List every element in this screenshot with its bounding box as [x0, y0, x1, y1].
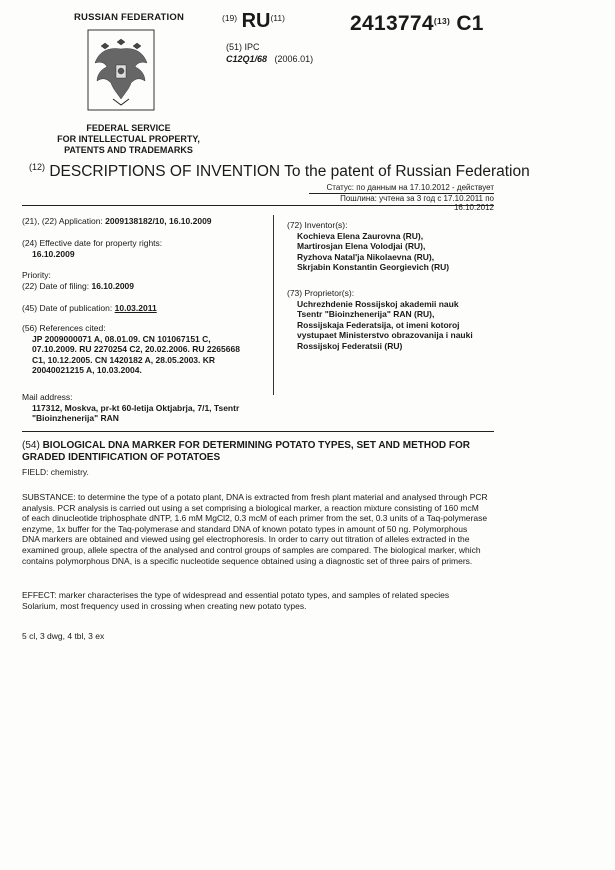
effective-value: 16.10.2009 — [32, 248, 75, 259]
invention-title-line: GRADED IDENTIFICATION OF POTATOES — [22, 452, 221, 463]
agency-name — [56, 123, 201, 156]
reference-line: 20040021215 A, 10.03.2004. — [32, 365, 142, 375]
agency-line: PATENTS AND TRADEMARKS — [64, 145, 193, 155]
proprietor-line: Tsentr "Bioinzhenerija" RAN (RU), — [297, 309, 435, 319]
country-header: RUSSIAN FEDERATION — [74, 12, 185, 23]
column-divider — [273, 215, 274, 395]
filing-label: (22) Date of filing: — [22, 280, 90, 291]
proprietor-line: Rossijskoj Federatsii (RU) — [297, 340, 403, 351]
proprietor-line: vystupaet Ministerstvo obrazovanija i nauki — [297, 330, 473, 340]
reference-line: C1, 10.12.2005. CN 1420182 A, 28.05.2003. KR — [32, 354, 216, 365]
mail-line: "Bioinzhenerija" RAN — [32, 413, 119, 423]
divider — [22, 431, 494, 432]
proprietor-line: Rossijskaja Federatsija, ot imeni kotoroj — [297, 319, 460, 330]
country-code: RU — [241, 10, 271, 32]
substance-line: analysis. PCR analysis is carried out using a set comprising a biological marker, a reaction mixture consisting of 160 mcM — [22, 502, 479, 513]
agency-line: FOR INTELLECTUAL PROPERTY, — [57, 134, 200, 144]
code-13: (13) — [433, 16, 451, 26]
publication-value: 10.03.2011 — [114, 303, 157, 313]
code-19: (19) — [222, 13, 238, 23]
effective-date-field — [22, 238, 162, 259]
title-code: (12) — [29, 162, 46, 172]
reference-line: JP 2009000071 A, 08.01.09. CN 101067151 C, — [32, 333, 211, 344]
substance-line: DNA markers are obtained and viewed using gel electrophoresis. In order to carry out titration of alleles extracted in the — [22, 534, 470, 545]
patent-kind: C1 — [456, 12, 484, 35]
effect-line: EFFECT: marker characterises the type of widespread and essential potato types, and samples of related species — [22, 590, 450, 600]
application-field — [22, 216, 212, 227]
inventor-label: (72) Inventor(s): — [287, 220, 348, 230]
invention-title-line: BIOLOGICAL DNA MARKER FOR DETERMINING POTATO TYPES, SET AND METHOD FOR — [42, 440, 470, 451]
effect-line: Solarium, most frequency used in crossing when creating new potato types. — [22, 600, 307, 611]
status-block — [309, 183, 494, 213]
reference-line: 07.10.2009. RU 2270254 C2, 20.02.2006. RU 2265668 — [32, 344, 240, 354]
mail-label: Mail address: — [22, 392, 73, 402]
inventor-name: Skrjabin Konstantin Georgievich (RU) — [297, 262, 450, 272]
field-paragraph: FIELD: chemistry. — [22, 467, 89, 477]
references-field — [22, 323, 240, 376]
ipc-class-line — [226, 53, 313, 65]
references-label: (56) References cited: — [22, 323, 106, 333]
substance-line: SUBSTANCE: to determine the type of a potato plant, DNA is extracted from fresh plant material and analysed through PCR — [22, 492, 488, 502]
substance-line: examined group, allele spectra of the analysed and control groups of samples are compared. The biological marker, which — [22, 544, 481, 555]
substance-line: contains polymorphous DNA, is a specific nucleotide sequence obtained using a diagnostic set of three pairs of primers. — [22, 555, 473, 566]
application-label: (21), (22) Application: — [22, 216, 103, 226]
substance-paragraph — [22, 492, 494, 566]
mail-line: 117312, Moskva, pr-kt 60-letija Oktjabrja, 7/1, Tsentr — [32, 402, 240, 413]
document-title — [29, 163, 530, 181]
fee-line: Пошлина: учтена за 3 год с 17.10.2011 по 16.10.2012 — [309, 193, 494, 213]
claims-summary: 5 cl, 3 dwg, 4 tbl, 3 ex — [22, 631, 105, 641]
publication-field — [22, 303, 157, 314]
divider — [22, 205, 494, 206]
ipc-block — [226, 41, 313, 65]
proprietor-label: (73) Proprietor(s): — [287, 288, 355, 298]
code-11: (11) — [270, 13, 285, 23]
filing-line — [22, 281, 134, 292]
patent-number: 2413774 — [350, 12, 434, 35]
invention-code: (54) — [22, 440, 40, 451]
inventor-name: Kochieva Elena Zaurovna (RU), — [297, 230, 424, 241]
coat-of-arms-emblem-icon — [87, 29, 155, 111]
publication-label: (45) Date of publication: — [22, 303, 113, 313]
substance-line: of each dinucleotide triphosphate dNTP, 1.6 mM MgCl2, 0.3 mcM of each primer from the set, 0.3 units of a Taq-polymerase — [22, 513, 488, 524]
effective-label: (24) Effective date for property rights: — [22, 238, 163, 248]
status-line: Статус: по данным на 17.10.2012 - действует — [326, 183, 494, 192]
inventor-name: Ryzhova Natal'ja Nikolaevna (RU), — [297, 251, 435, 262]
effect-paragraph — [22, 590, 494, 611]
agency-line: FEDERAL SERVICE — [86, 123, 171, 133]
mail-address-field — [22, 392, 239, 424]
priority-label: Priority: — [22, 270, 51, 280]
patent-number-block — [350, 12, 484, 36]
ipc-label: (51) IPC — [226, 42, 260, 52]
inventors-field — [287, 220, 449, 273]
ipc-version: (2006.01) — [274, 54, 314, 64]
priority-field — [22, 270, 134, 291]
filing-value: 16.10.2009 — [91, 280, 135, 291]
title-text: DESCRIPTIONS OF INVENTION To the patent of Russian Federation — [49, 163, 530, 180]
application-value: 2009138182/10, 16.10.2009 — [105, 216, 212, 226]
proprietors-field — [287, 288, 473, 351]
country-code-block — [222, 10, 285, 33]
invention-title — [22, 440, 500, 464]
substance-line: enzyme, 1x buffer for the Taq-polymerase and standard DNA of known potato types in amount of 50 ng. Polymorphous — [22, 523, 468, 534]
ipc-class: C12Q1/68 — [226, 54, 268, 64]
inventor-name: Martirosjan Elena Volodjai (RU), — [297, 241, 426, 251]
proprietor-line: Uchrezhdenie Rossijskoj akademii nauk — [297, 298, 459, 309]
